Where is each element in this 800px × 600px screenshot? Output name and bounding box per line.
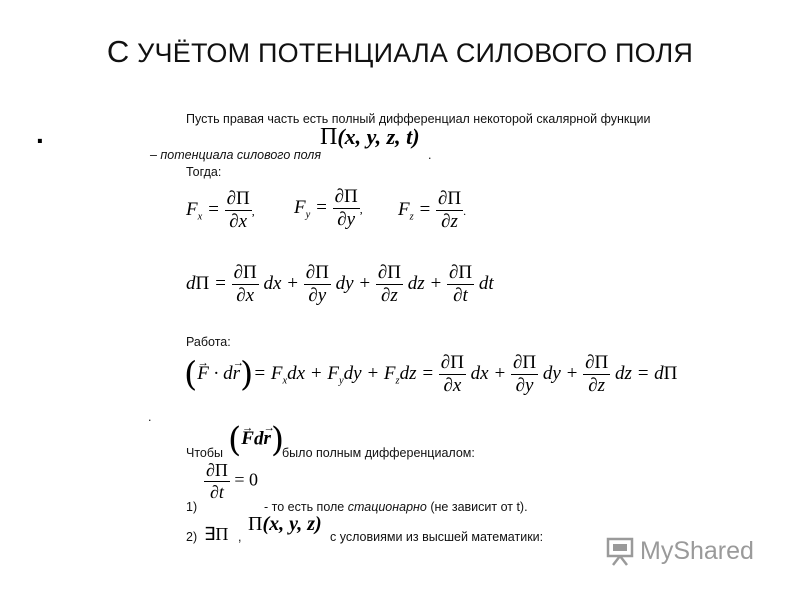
slide-title — [0, 34, 800, 70]
stray-dot: . — [148, 410, 152, 424]
myshared-logo[interactable] — [606, 536, 754, 566]
force-x-formula: $F_x$ = $\frac{\partial\Pi}{\partial x}$ , — [186, 188, 255, 232]
projector-screen-icon — [606, 536, 634, 566]
potential-function: Π(x, y, z, t) — [320, 124, 420, 150]
condition-1-word: стационарно — [347, 500, 427, 514]
force-dr-expression: (→ Fd→ r) — [228, 420, 284, 460]
condition-1-tail: (не зависит от t). — [430, 500, 528, 514]
bullet-point: . — [36, 118, 44, 149]
condition-2-args: (x, y, z) — [262, 513, 322, 535]
condition-2-text: с условиями из высшей математики: — [330, 530, 544, 544]
potential-period: . — [428, 148, 432, 162]
logo-text: MyShared — [640, 536, 754, 565]
total-differential-formula: dΠ = $\frac{\partial\Pi}{\partial x}$ dx + $\frac{\partial\Pi}{\partial y}$ dy + $\frac{\partial\Pi}{\partial z}$ dz + $\frac{\partial\Pi}{\partial t}$ dt — [186, 262, 494, 306]
condition-lead: Чтобы — [186, 446, 224, 460]
condition-tail: было полным дифференциалом: — [282, 446, 475, 460]
condition-1-lead: - то есть поле — [264, 500, 345, 514]
condition-1-text — [264, 500, 528, 514]
title-first-letter: С — [106, 34, 130, 69]
potential-label: – потенциала силового поля — [150, 148, 322, 162]
condition-2-comma: , — [238, 530, 242, 544]
condition-1-index: 1) — [186, 500, 198, 514]
force-y-formula: $F_y$ = $\frac{\partial\Pi}{\partial y}$ , — [294, 186, 363, 230]
potential-xyz: Π(x, y, z) — [248, 513, 322, 535]
force-z-formula: $F_z$ = $\frac{\partial\Pi}{\partial z}$ . — [398, 188, 467, 232]
exists-potential: ∃Π — [204, 524, 229, 544]
time-derivative-condition: $\frac{\partial\Pi}{\partial t}$ = 0 — [206, 460, 259, 502]
work-label: Работа: — [186, 335, 231, 349]
intro-text: Пусть правая часть есть полный дифференциал некоторой скалярной функции — [186, 112, 651, 126]
work-formula: (→ $F \cdot d\to r)= F_xdx + F_ydy + F_zdz$ = $\frac{\partial\Pi}{\partial x}$ dx + $\frac{\partial\Pi}{\partial y}$ dy + $\frac{\partial\Pi}{\partial z}$ dz = dΠ — [184, 352, 677, 397]
then-label: Тогда: — [186, 165, 222, 179]
condition-2-index: 2) — [186, 530, 198, 544]
potential-args: (x, y, z, t) — [337, 124, 420, 149]
title-text: УЧЁТОМ ПОТЕНЦИАЛА СИЛОВОГО ПОЛЯ — [137, 38, 694, 68]
